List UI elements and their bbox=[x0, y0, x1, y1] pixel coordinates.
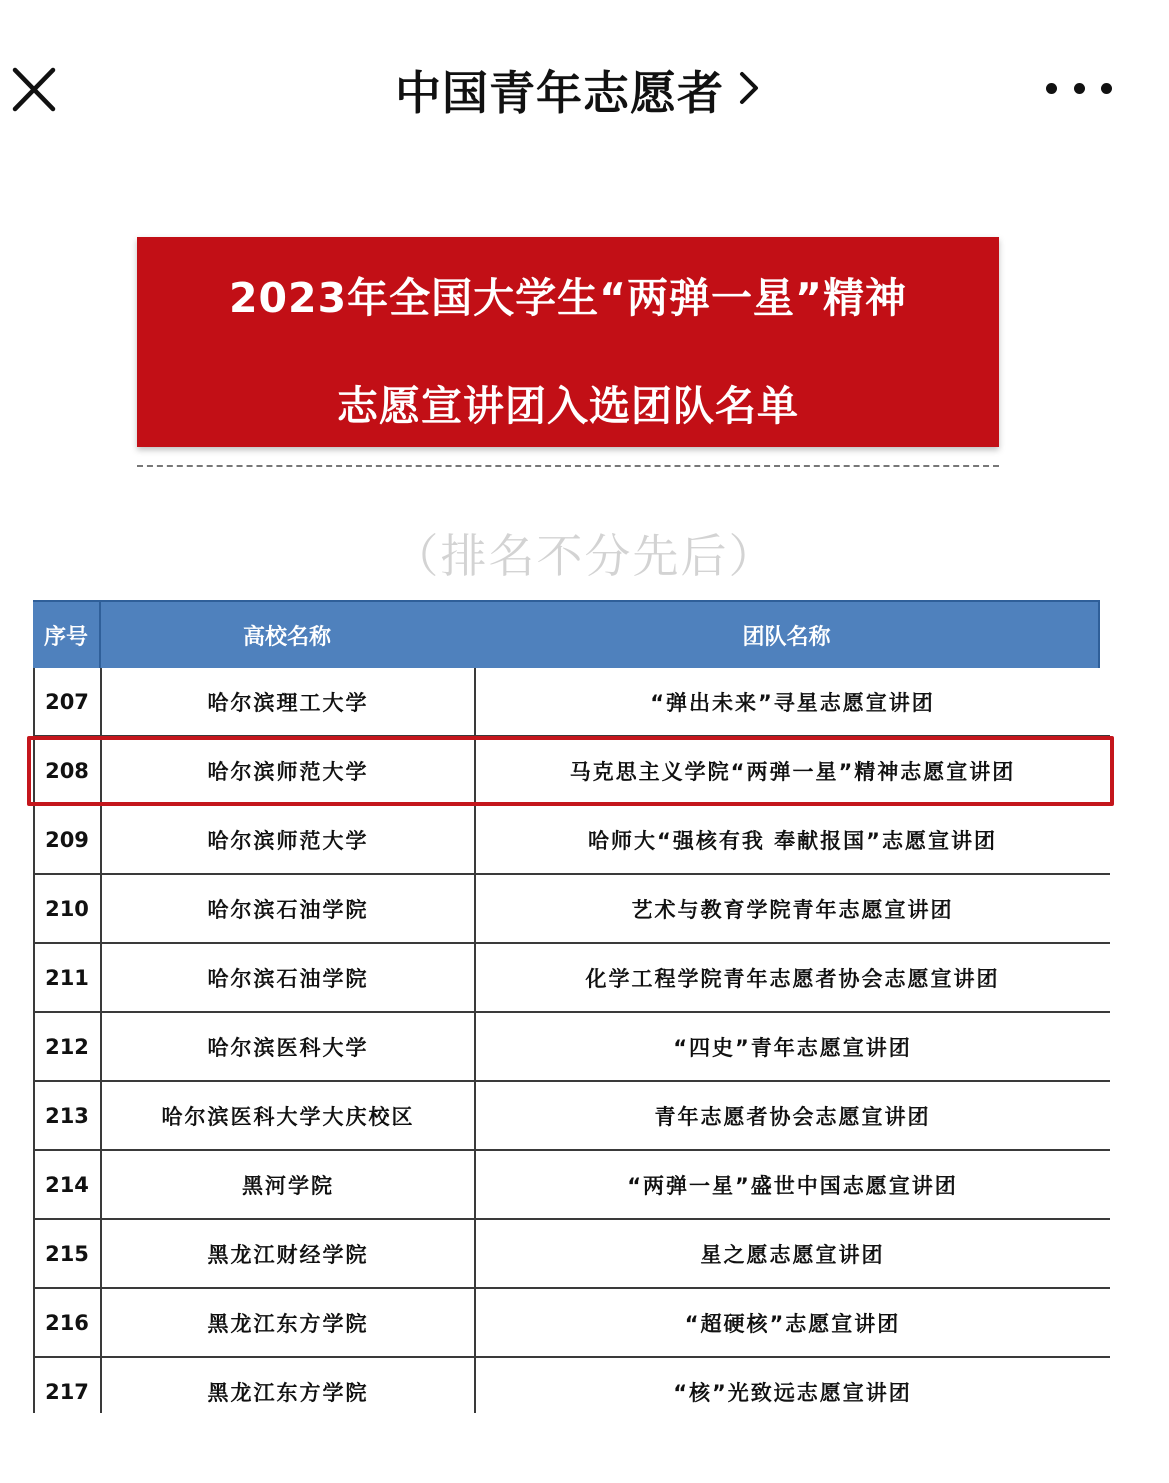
row-team: 马克思主义学院“两弹一星”精神志愿宣讲团 bbox=[569, 759, 1016, 784]
more-dot bbox=[1101, 83, 1112, 94]
row-team: 星之愿志愿宣讲团 bbox=[700, 1242, 885, 1267]
row-number: 210 bbox=[45, 896, 89, 921]
row-team: “弹出未来”寻星志愿宣讲团 bbox=[650, 690, 935, 715]
table-row bbox=[33, 1220, 1110, 1289]
table-row bbox=[33, 737, 1110, 806]
table-row bbox=[33, 1082, 1110, 1151]
row-school: 哈尔滨石油学院 bbox=[207, 966, 369, 991]
header-team: 团队名称 bbox=[742, 624, 831, 650]
header-number: 序号 bbox=[33, 602, 101, 668]
table-row bbox=[33, 806, 1110, 875]
more-icon[interactable] bbox=[1046, 74, 1112, 102]
column-divider bbox=[100, 668, 102, 1413]
row-team: “两弹一星”盛世中国志愿宣讲团 bbox=[627, 1173, 958, 1198]
table-row bbox=[33, 1151, 1110, 1220]
banner-title-line1: 2023年全国大学生“两弹一星”精神 bbox=[228, 274, 907, 322]
row-school: 哈尔滨石油学院 bbox=[207, 897, 369, 922]
ranking-note: （排名不分先后） bbox=[392, 529, 777, 583]
top-nav-bar bbox=[0, 0, 1169, 160]
row-school: 哈尔滨医科大学 bbox=[207, 1035, 369, 1060]
banner-title-line2: 志愿宣讲团入选团队名单 bbox=[337, 382, 799, 430]
dashed-divider bbox=[137, 465, 999, 467]
table-border-left bbox=[33, 668, 35, 1413]
row-number: 212 bbox=[45, 1034, 89, 1059]
chevron-right-icon bbox=[738, 70, 760, 110]
row-school: 哈尔滨师范大学 bbox=[207, 828, 369, 853]
row-number: 207 bbox=[45, 689, 89, 714]
row-number: 217 bbox=[45, 1379, 89, 1404]
row-school: 黑河学院 bbox=[242, 1173, 334, 1198]
title-banner bbox=[137, 237, 999, 447]
row-number: 215 bbox=[45, 1241, 89, 1266]
team-list-table bbox=[33, 600, 1110, 1413]
row-school: 黑龙江财经学院 bbox=[207, 1242, 369, 1267]
row-number: 208 bbox=[45, 758, 89, 783]
row-school: 黑龙江东方学院 bbox=[207, 1311, 369, 1336]
row-team: “核”光致远志愿宣讲团 bbox=[673, 1380, 912, 1405]
table-row bbox=[33, 1289, 1110, 1358]
column-divider bbox=[474, 668, 476, 1413]
account-title: 中国青年志愿者 bbox=[395, 66, 724, 120]
more-dot bbox=[1074, 83, 1085, 94]
table-row bbox=[33, 1013, 1110, 1082]
row-team: “四史”青年志愿宣讲团 bbox=[673, 1035, 912, 1060]
table-row bbox=[33, 875, 1110, 944]
header-school: 高校名称 bbox=[242, 624, 331, 650]
row-number: 216 bbox=[45, 1310, 89, 1335]
table-row bbox=[33, 944, 1110, 1013]
row-school: 黑龙江东方学院 bbox=[207, 1380, 369, 1405]
more-dot bbox=[1046, 83, 1057, 94]
account-title-link[interactable] bbox=[395, 58, 760, 122]
table-header bbox=[33, 600, 1100, 668]
row-team: 青年志愿者协会志愿宣讲团 bbox=[654, 1104, 931, 1129]
close-icon[interactable] bbox=[6, 62, 62, 118]
row-team: “超硬核”志愿宣讲团 bbox=[684, 1311, 901, 1336]
table-row bbox=[33, 1358, 1110, 1413]
table-row bbox=[33, 668, 1110, 737]
row-team: 艺术与教育学院青年志愿宣讲团 bbox=[631, 897, 954, 922]
header-edge bbox=[1098, 600, 1100, 668]
row-school: 哈尔滨医科大学大庆校区 bbox=[161, 1104, 415, 1129]
row-number: 209 bbox=[45, 827, 89, 852]
row-team: 哈师大“强核有我 奉献报国”志愿宣讲团 bbox=[588, 828, 997, 853]
row-team: 化学工程学院青年志愿者协会志愿宣讲团 bbox=[585, 966, 1000, 991]
row-school: 哈尔滨理工大学 bbox=[207, 690, 369, 715]
row-number: 213 bbox=[45, 1103, 89, 1128]
row-number: 211 bbox=[45, 965, 89, 990]
row-number: 214 bbox=[45, 1172, 89, 1197]
row-school: 哈尔滨师范大学 bbox=[207, 759, 369, 784]
